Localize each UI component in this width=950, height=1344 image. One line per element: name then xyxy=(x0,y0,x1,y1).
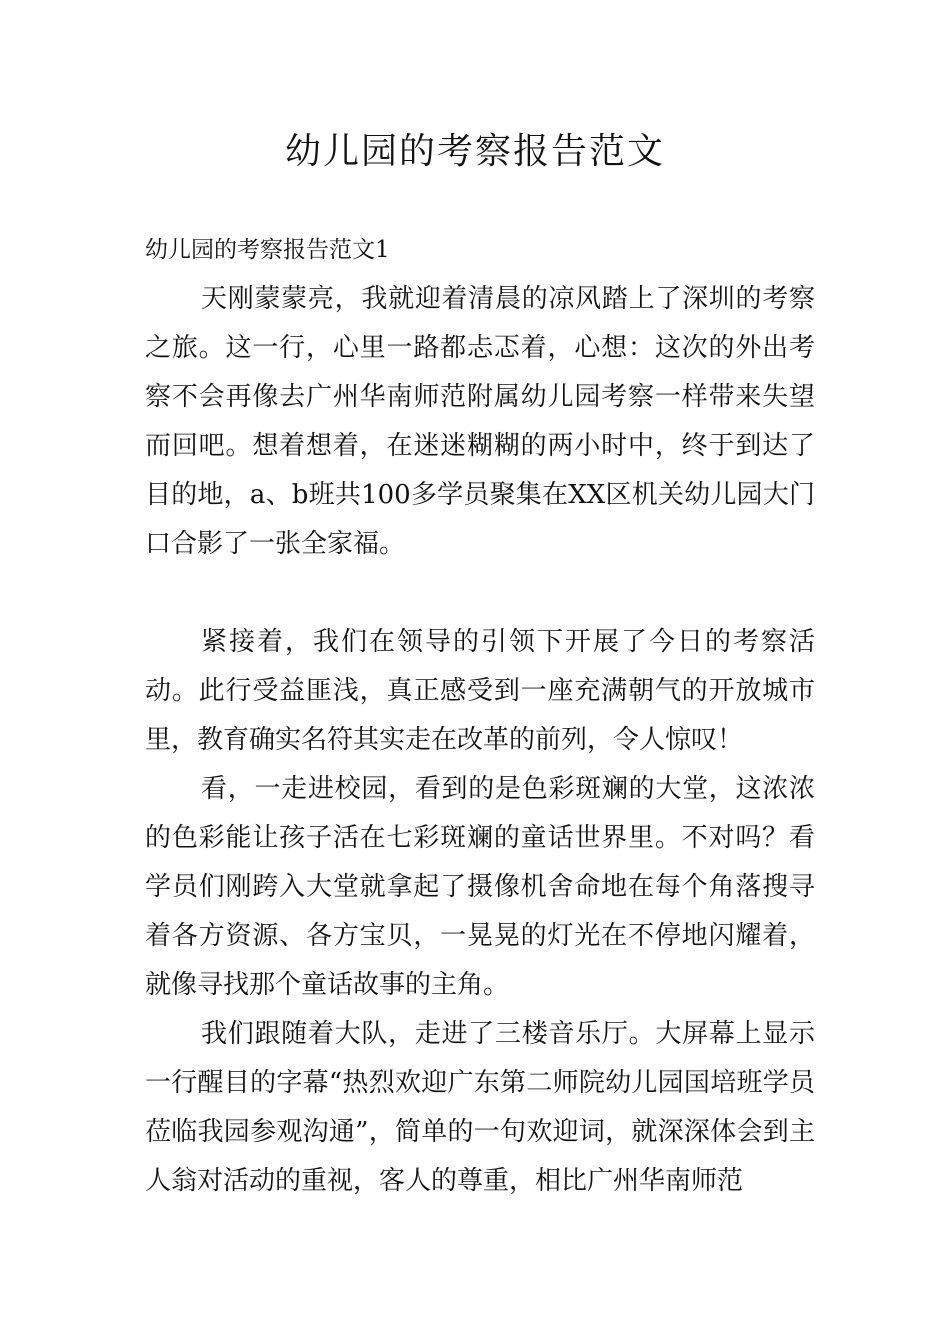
paragraph-3: 看，一走进校园，看到的是色彩斑斓的大堂，这浓浓的色彩能让孩子活在七彩斑斓的童话世界里。不对吗？看学员们刚跨入大堂就拿起了摄像机舍命地在每个角落搜寻着各方资源、各方宝贝，一晃晃的灯光在不停地闪耀着，就像寻找那个童话故事的主角。 xyxy=(145,774,815,1000)
paragraph-2: 紧接着，我们在领导的引领下开展了今日的考察活动。此行受益匪浅，真正感受到一座充满朝气的开放城市里，教育确实名符其实走在改革的前列，令人惊叹！ xyxy=(145,627,815,755)
paragraph-4: 我们跟随着大队，走进了三楼音乐厅。大屏幕上显示一行醒目的字幕“热烈欢迎广东第二师院幼儿园国培班学员莅临我园参观沟通”，简单的一句欢迎词，就深深体会到主人翁对活动的重视，客人的尊重，相比广州华南师范 xyxy=(145,1019,815,1196)
document-body xyxy=(145,226,815,1206)
section-subheading: 幼儿园的考察报告范文1 xyxy=(145,237,390,263)
paragraph-1: 天刚蒙蒙亮，我就迎着清晨的凉风踏上了深圳的考察之旅。这一行，心里一路都忐忑着，心想：这次的外出考察不会再像去广州华南师范附属幼儿园考察一样带来失望而回吧。想着想着，在迷迷糊糊的两小时中，终于到达了目的地，a、b班共100多学员聚集在XX区机关幼儿园大门口合影了一张全家福。 xyxy=(145,284,815,559)
paragraph-gap xyxy=(145,569,815,618)
document-title: 幼儿园的考察报告范文 xyxy=(284,131,665,172)
